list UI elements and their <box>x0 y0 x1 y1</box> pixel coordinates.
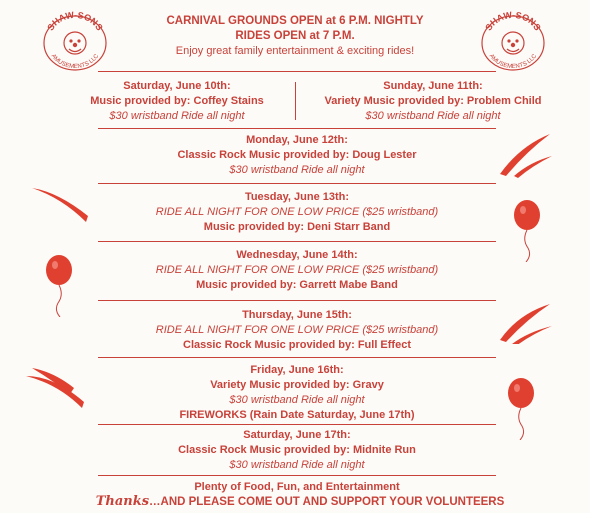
day-line: Music provided by: Coffey Stains <box>90 95 264 107</box>
thanks-script-text: Thanks <box>95 494 150 509</box>
logo-bottom-text: AMUSEMENTS LLC <box>487 53 539 71</box>
schedule-day-saturday-17 <box>100 428 494 473</box>
footer-food-fun: Plenty of Food, Fun, and Entertainment <box>194 481 400 493</box>
schedule-day-saturday-10 <box>64 79 290 124</box>
schedule-day-wednesday-14 <box>100 248 494 293</box>
day-line: $30 wristband Ride all night <box>109 110 245 122</box>
shaw-sons-logo-right <box>478 10 548 72</box>
header-open-time: CARNIVAL GROUNDS OPEN at 6 P.M. NIGHTLY <box>166 15 424 27</box>
day-date: Thursday, June 15th: <box>242 309 352 321</box>
day-line: Music provided by: Deni Starr Band <box>203 221 391 233</box>
day-date: Friday, June 16th: <box>250 364 344 376</box>
logo-bottom-text: AMUSEMENTS LLC <box>49 53 101 71</box>
divider <box>98 475 496 476</box>
red-balloon-icon <box>510 200 544 262</box>
day-date: Tuesday, June 13th: <box>244 191 350 203</box>
header-rides-time: RIDES OPEN at 7 P.M. <box>235 30 355 42</box>
divider <box>98 300 496 301</box>
schedule-day-thursday-15 <box>100 308 494 353</box>
schedule-day-monday-12 <box>100 133 494 178</box>
day-line: Music provided by: Garrett Mabe Band <box>196 279 398 291</box>
day-line: Classic Rock Music provided by: Full Effect <box>183 339 411 351</box>
day-line: Variety Music provided by: Problem Child <box>324 95 542 107</box>
divider <box>98 128 496 129</box>
shaw-sons-logo-left <box>40 10 110 72</box>
red-balloon-icon <box>42 255 76 317</box>
day-date: Wednesday, June 14th: <box>236 249 358 261</box>
day-line: $30 wristband Ride all night <box>229 459 365 471</box>
header-block <box>150 14 440 59</box>
svg-text:SHAW-SONS <box>45 10 105 32</box>
schedule-day-tuesday-13 <box>100 190 494 235</box>
fireworks-line: FIREWORKS (Rain Date Saturday, June 17th) <box>179 409 415 421</box>
day-line: Classic Rock Music provided by: Midnite Run <box>178 444 416 456</box>
schedule-day-friday-16 <box>100 363 494 423</box>
red-swoosh-icon <box>496 300 556 344</box>
footer-thanks-line <box>60 494 540 510</box>
divider <box>98 424 496 425</box>
day-date: Saturday, June 10th: <box>123 80 231 92</box>
vertical-divider <box>295 82 296 120</box>
header-tagline: Enjoy great family entertainment & exciting rides! <box>175 45 415 57</box>
divider <box>98 183 496 184</box>
support-volunteers-text: …AND PLEASE COME OUT AND SUPPORT YOUR VOLUNTEERS <box>149 496 505 508</box>
divider <box>98 241 496 242</box>
day-line: RIDE ALL NIGHT FOR ONE LOW PRICE ($25 wristband) <box>155 324 439 336</box>
svg-text:AMUSEMENTS LLC <box>488 53 539 70</box>
day-line: Classic Rock Music provided by: Doug Lester <box>177 149 417 161</box>
logo-top-text: SHAW-SONS <box>45 10 105 33</box>
day-line: $30 wristband Ride all night <box>365 110 501 122</box>
red-balloon-icon <box>504 378 538 440</box>
svg-text:AMUSEMENTS LLC <box>50 53 101 70</box>
schedule-day-sunday-11 <box>300 79 566 124</box>
day-date: Monday, June 12th: <box>246 134 348 146</box>
red-swoosh-icon <box>22 364 86 410</box>
day-line: RIDE ALL NIGHT FOR ONE LOW PRICE ($25 wristband) <box>155 264 439 276</box>
divider <box>98 357 496 358</box>
logo-top-text: SHAW-SONS <box>483 10 543 33</box>
day-line: Variety Music provided by: Gravy <box>210 379 384 391</box>
day-line: RIDE ALL NIGHT FOR ONE LOW PRICE ($25 wristband) <box>155 206 439 218</box>
red-swoosh-icon <box>28 180 90 224</box>
svg-text:SHAW-SONS <box>483 10 543 32</box>
day-date: Saturday, June 17th: <box>243 429 351 441</box>
divider <box>98 71 496 72</box>
day-line: $30 wristband Ride all night <box>229 164 365 176</box>
day-date: Sunday, June 11th: <box>383 80 483 92</box>
red-swoosh-icon <box>496 128 556 178</box>
day-line: $30 wristband Ride all night <box>229 394 365 406</box>
